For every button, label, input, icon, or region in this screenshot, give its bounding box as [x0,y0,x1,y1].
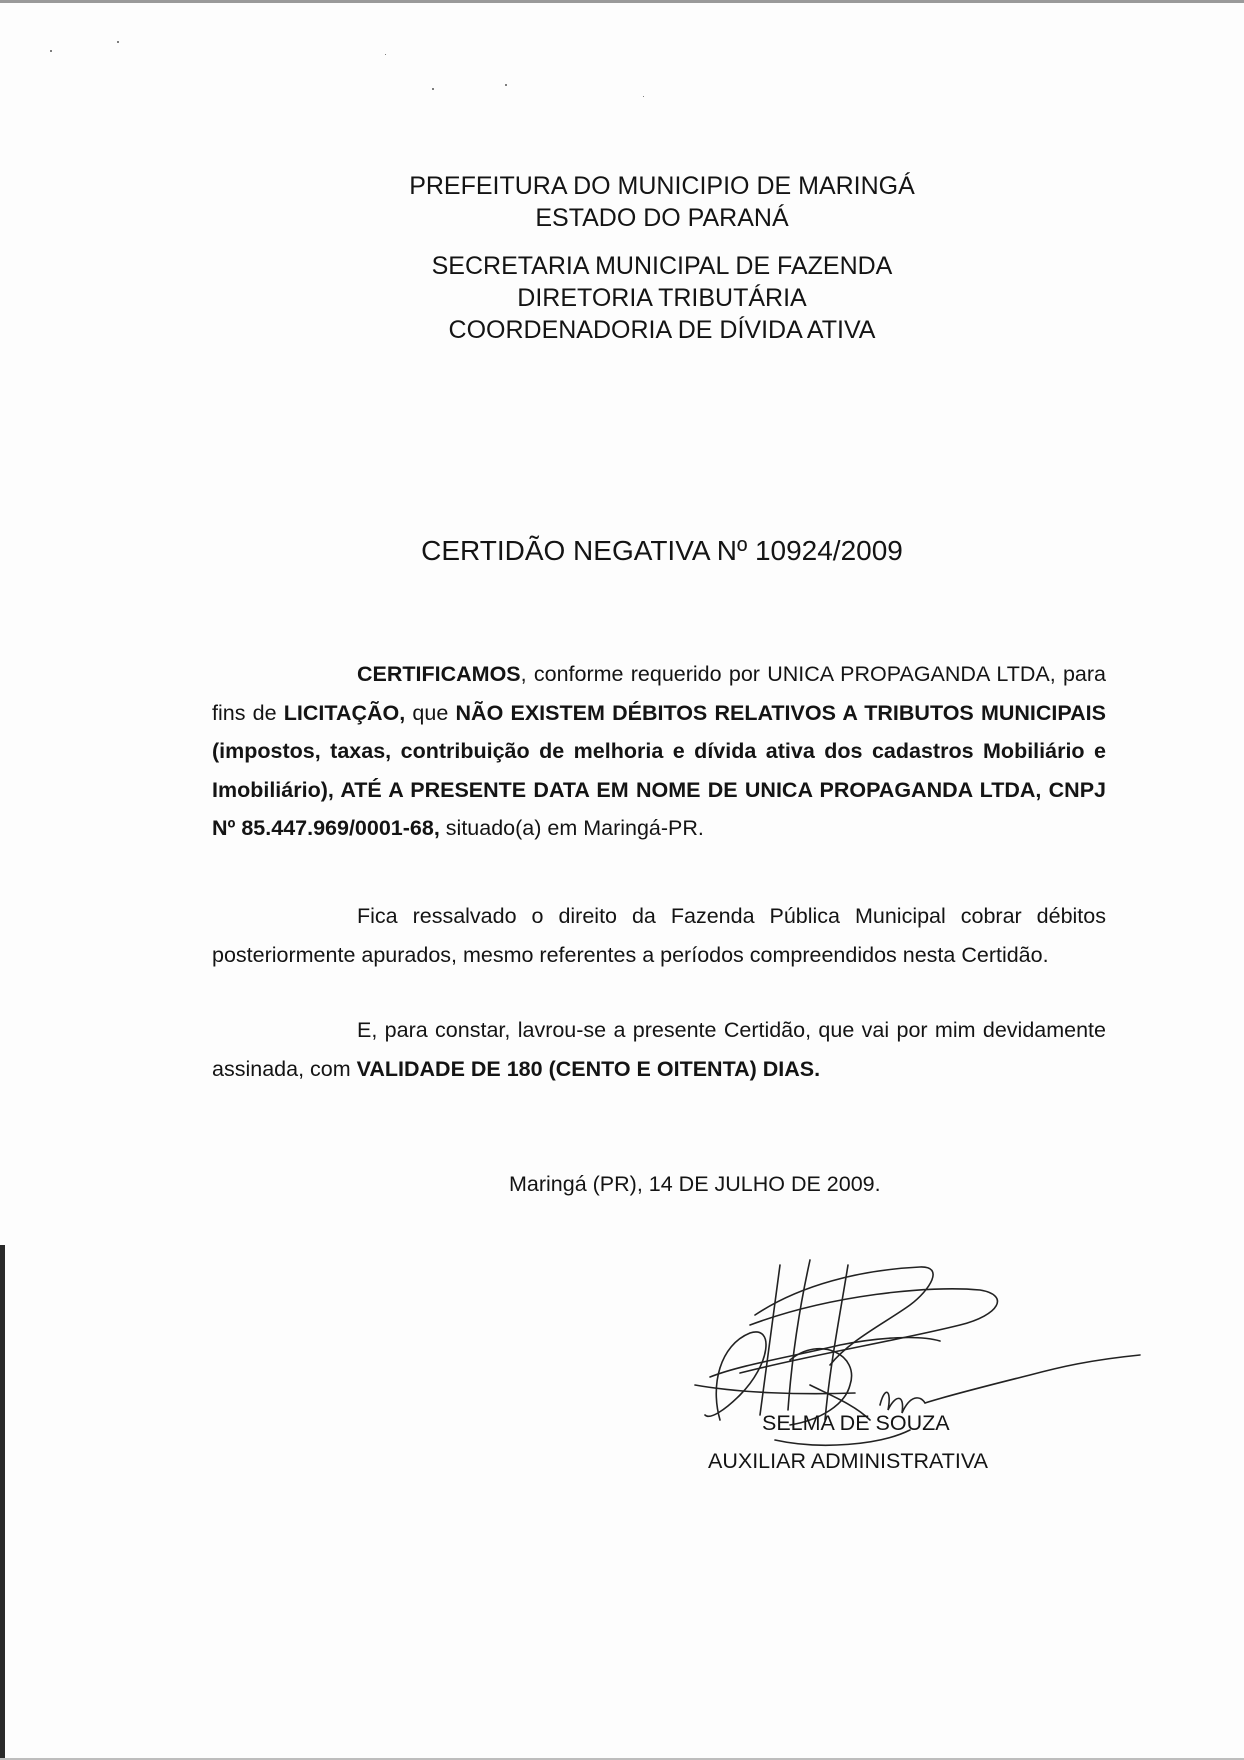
scan-edge-left [0,1245,5,1760]
purpose-text: LICITAÇÃO, [283,700,406,725]
scan-speck [432,88,434,90]
scan-edge-top [0,0,1244,3]
location-text: situado(a) em Maringá-PR. [439,816,704,840]
header-line-coordenadoria: COORDENADORIA DE DÍVIDA ATIVA [448,316,876,344]
certify-keyword: CERTIFICAMOS [357,662,521,686]
scan-speck [385,54,386,55]
scan-speck [505,84,507,86]
reservation-paragraph [212,897,1106,974]
validity-paragraph [212,1011,1106,1088]
header-line-diretoria: DIRETORIA TRIBUTÁRIA [517,284,807,312]
certificate-title: CERTIDÃO NEGATIVA Nº 10924/2009 [421,535,903,566]
scan-speck [50,50,52,52]
date-line: Maringá (PR), 14 DE JULHO DE 2009. [509,1172,881,1196]
request-text: , conforme requerido por UNICA PROPAGANDA LTDA, para fins de [212,662,1106,725]
no-debts-statement: NÃO EXISTEM DÉBITOS RELATIVOS A TRIBUTOS MUNICIPAIS (impostos, taxas, contribuição de melhoria e dívida ativa dos cadastros Mobiliário e Imobiliário), ATÉ A PRESENTE DATA EM NOME DE UNICA PROPAGANDA LTDA, CNPJ Nº 85.447.969/0001-68, [212,700,1106,840]
scan-speck [117,41,119,43]
scan-speck [643,96,644,97]
signatory-role: AUXILIAR ADMINISTRATIVA [708,1449,988,1473]
header-department [40,250,1244,346]
header-municipality [40,170,1244,234]
connector-text: que [405,700,456,725]
header-line-estado: ESTADO DO PARANÁ [535,204,789,232]
signatory-name: SELMA DE SOUZA [762,1411,950,1435]
reservation-text: Fica ressalvado o direito da Fazenda Pública Municipal cobrar débitos posteriormente apurados, mesmo referentes a períodos compreendidos nesta Certidão. [212,904,1106,967]
header-line-prefeitura: PREFEITURA DO MUNICIPIO DE MARINGÁ [409,172,915,200]
certification-paragraph [212,655,1106,848]
header-line-secretaria: SECRETARIA MUNICIPAL DE FAZENDA [431,252,893,280]
closing-text: E, para constar, lavrou-se a presente Certidão, que vai por mim devidamente assinada, com [212,1018,1106,1081]
validity-text: VALIDADE DE 180 (CENTO E OITENTA) DIAS. [356,1056,821,1081]
handwritten-signature [680,1245,1150,1475]
